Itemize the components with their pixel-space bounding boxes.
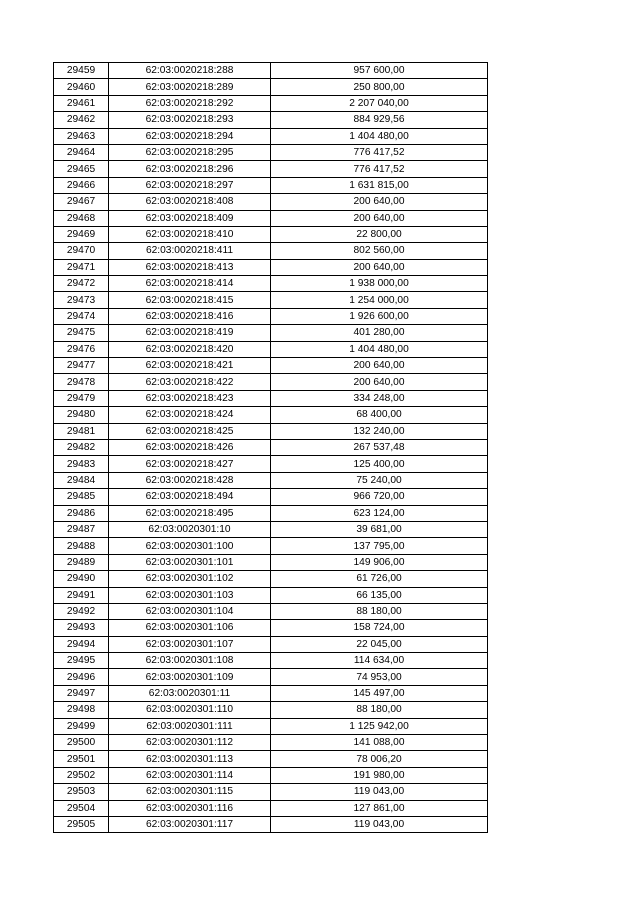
table-row [54,144,488,160]
cadastral-number-cell: 62:03:0020218:408 [109,194,271,210]
cadastral-number-cell: 62:03:0020218:295 [109,144,271,160]
cadastral-number-cell: 62:03:0020301:114 [109,767,271,783]
row-number-cell: 29471 [54,259,109,275]
table-row [54,194,488,210]
cadastral-number-cell: 62:03:0020218:424 [109,407,271,423]
cadastral-number-cell: 62:03:0020218:411 [109,243,271,259]
cadastral-value-cell: 88 180,00 [271,702,488,718]
cadastral-number-cell: 62:03:0020301:11 [109,685,271,701]
row-number-cell: 29470 [54,243,109,259]
cadastral-number-cell: 62:03:0020301:100 [109,538,271,554]
cadastral-number-cell: 62:03:0020218:288 [109,63,271,79]
row-number-cell: 29487 [54,521,109,537]
cadastral-value-cell: 125 400,00 [271,456,488,472]
table-row [54,423,488,439]
cadastral-value-cell: 401 280,00 [271,325,488,341]
table-row [54,276,488,292]
row-number-cell: 29461 [54,95,109,111]
row-number-cell: 29481 [54,423,109,439]
table-row [54,210,488,226]
row-number-cell: 29462 [54,112,109,128]
cadastral-number-cell: 62:03:0020301:103 [109,587,271,603]
cadastral-number-cell: 62:03:0020218:292 [109,95,271,111]
cadastral-number-cell: 62:03:0020301:116 [109,800,271,816]
cadastral-value-cell: 1 404 480,00 [271,341,488,357]
cadastral-number-cell: 62:03:0020218:296 [109,161,271,177]
row-number-cell: 29480 [54,407,109,423]
table-row [54,407,488,423]
cadastral-number-cell: 62:03:0020218:416 [109,308,271,324]
cadastral-number-cell: 62:03:0020218:426 [109,439,271,455]
cadastral-value-cell: 39 681,00 [271,521,488,537]
cadastral-value-cell: 75 240,00 [271,472,488,488]
row-number-cell: 29472 [54,276,109,292]
cadastral-number-cell: 62:03:0020218:428 [109,472,271,488]
table-row [54,489,488,505]
row-number-cell: 29479 [54,390,109,406]
cadastral-number-cell: 62:03:0020301:109 [109,669,271,685]
cadastral-value-cell: 200 640,00 [271,194,488,210]
table-row [54,603,488,619]
cadastral-number-cell: 62:03:0020301:110 [109,702,271,718]
cadastral-number-cell: 62:03:0020218:422 [109,374,271,390]
cadastral-number-cell: 62:03:0020218:294 [109,128,271,144]
cadastral-value-cell: 191 980,00 [271,767,488,783]
cadastral-value-cell: 68 400,00 [271,407,488,423]
row-number-cell: 29486 [54,505,109,521]
cadastral-value-cell: 137 795,00 [271,538,488,554]
row-number-cell: 29489 [54,554,109,570]
cadastral-number-cell: 62:03:0020301:10 [109,521,271,537]
cadastral-number-cell: 62:03:0020218:421 [109,358,271,374]
cadastral-number-cell: 62:03:0020218:410 [109,226,271,242]
table-row [54,63,488,79]
cadastral-value-cell: 22 800,00 [271,226,488,242]
table-row [54,554,488,570]
table-row [54,718,488,734]
cadastral-value-cell: 149 906,00 [271,554,488,570]
cadastral-number-cell: 62:03:0020301:106 [109,620,271,636]
row-number-cell: 29469 [54,226,109,242]
table-row [54,800,488,816]
cadastral-value-cell: 114 634,00 [271,653,488,669]
row-number-cell: 29463 [54,128,109,144]
row-number-cell: 29459 [54,63,109,79]
row-number-cell: 29498 [54,702,109,718]
row-number-cell: 29502 [54,767,109,783]
table-row [54,374,488,390]
cadastral-number-cell: 62:03:0020218:494 [109,489,271,505]
cadastral-value-cell: 267 537,48 [271,439,488,455]
row-number-cell: 29483 [54,456,109,472]
row-number-cell: 29497 [54,685,109,701]
row-number-cell: 29496 [54,669,109,685]
cadastral-number-cell: 62:03:0020301:104 [109,603,271,619]
table-row [54,538,488,554]
table-row [54,669,488,685]
table-row [54,767,488,783]
cadastral-value-cell: 1 938 000,00 [271,276,488,292]
table-row [54,505,488,521]
cadastral-number-cell: 62:03:0020301:117 [109,816,271,832]
cadastral-value-cell: 200 640,00 [271,358,488,374]
row-number-cell: 29478 [54,374,109,390]
row-number-cell: 29495 [54,653,109,669]
row-number-cell: 29492 [54,603,109,619]
table-row [54,439,488,455]
cadastral-value-cell: 1 926 600,00 [271,308,488,324]
row-number-cell: 29493 [54,620,109,636]
table-row [54,243,488,259]
row-number-cell: 29476 [54,341,109,357]
table-row [54,620,488,636]
cadastral-value-cell: 2 207 040,00 [271,95,488,111]
table-row [54,653,488,669]
cadastral-number-cell: 62:03:0020218:415 [109,292,271,308]
table-row [54,816,488,832]
table-body [54,63,488,833]
cadastral-value-cell: 74 953,00 [271,669,488,685]
table-row [54,112,488,128]
table-row [54,308,488,324]
cadastral-number-cell: 62:03:0020218:423 [109,390,271,406]
cadastral-value-cell: 966 720,00 [271,489,488,505]
table-row [54,456,488,472]
cadastral-number-cell: 62:03:0020218:293 [109,112,271,128]
cadastral-value-cell: 1 254 000,00 [271,292,488,308]
row-number-cell: 29466 [54,177,109,193]
table-row [54,685,488,701]
cadastral-value-cell: 884 929,56 [271,112,488,128]
cadastral-value-cell: 141 088,00 [271,735,488,751]
cadastral-number-cell: 62:03:0020301:112 [109,735,271,751]
cadastral-number-cell: 62:03:0020218:419 [109,325,271,341]
table-row [54,636,488,652]
cadastral-value-cell: 88 180,00 [271,603,488,619]
cadastral-value-cell: 132 240,00 [271,423,488,439]
cadastral-value-cell: 78 006,20 [271,751,488,767]
cadastral-number-cell: 62:03:0020218:413 [109,259,271,275]
cadastral-number-cell: 62:03:0020218:427 [109,456,271,472]
cadastral-value-cell: 776 417,52 [271,161,488,177]
row-number-cell: 29490 [54,571,109,587]
row-number-cell: 29460 [54,79,109,95]
cadastral-value-cell: 1 125 942,00 [271,718,488,734]
cadastral-value-cell: 158 724,00 [271,620,488,636]
cadastral-number-cell: 62:03:0020218:495 [109,505,271,521]
cadastral-value-cell: 1 631 815,00 [271,177,488,193]
row-number-cell: 29465 [54,161,109,177]
cadastral-value-cell: 145 497,00 [271,685,488,701]
table-row [54,95,488,111]
table-row [54,79,488,95]
cadastral-value-cell: 1 404 480,00 [271,128,488,144]
cadastral-value-cell: 776 417,52 [271,144,488,160]
cadastral-value-cell: 119 043,00 [271,784,488,800]
cadastral-number-cell: 62:03:0020218:297 [109,177,271,193]
row-number-cell: 29501 [54,751,109,767]
table-row [54,325,488,341]
row-number-cell: 29484 [54,472,109,488]
cadastral-value-cell: 22 045,00 [271,636,488,652]
table-row [54,751,488,767]
row-number-cell: 29485 [54,489,109,505]
cadastral-value-cell: 127 861,00 [271,800,488,816]
table-row [54,259,488,275]
table-row [54,472,488,488]
cadastral-value-cell: 957 600,00 [271,63,488,79]
table-row [54,128,488,144]
cadastral-number-cell: 62:03:0020218:409 [109,210,271,226]
row-number-cell: 29475 [54,325,109,341]
row-number-cell: 29473 [54,292,109,308]
cadastral-number-cell: 62:03:0020301:111 [109,718,271,734]
cadastral-value-cell: 334 248,00 [271,390,488,406]
table-row [54,521,488,537]
row-number-cell: 29500 [54,735,109,751]
cadastral-number-cell: 62:03:0020218:425 [109,423,271,439]
cadastral-value-cell: 200 640,00 [271,374,488,390]
cadastral-value-cell: 200 640,00 [271,259,488,275]
row-number-cell: 29491 [54,587,109,603]
table-row [54,784,488,800]
table-row [54,735,488,751]
cadastral-value-cell: 61 726,00 [271,571,488,587]
cadastral-number-cell: 62:03:0020301:115 [109,784,271,800]
row-number-cell: 29503 [54,784,109,800]
table-row [54,587,488,603]
row-number-cell: 29467 [54,194,109,210]
row-number-cell: 29499 [54,718,109,734]
row-number-cell: 29494 [54,636,109,652]
cadastral-value-cell: 623 124,00 [271,505,488,521]
cadastral-value-cell: 802 560,00 [271,243,488,259]
row-number-cell: 29464 [54,144,109,160]
row-number-cell: 29505 [54,816,109,832]
table-row [54,161,488,177]
row-number-cell: 29468 [54,210,109,226]
cadastral-number-cell: 62:03:0020301:102 [109,571,271,587]
cadastral-number-cell: 62:03:0020218:289 [109,79,271,95]
table-row [54,358,488,374]
cadastral-value-cell: 200 640,00 [271,210,488,226]
table-row [54,292,488,308]
row-number-cell: 29474 [54,308,109,324]
table-row [54,702,488,718]
row-number-cell: 29482 [54,439,109,455]
cadastral-value-cell: 250 800,00 [271,79,488,95]
cadastral-value-cell: 66 135,00 [271,587,488,603]
table-row [54,390,488,406]
table-row [54,571,488,587]
cadastral-value-table [53,62,488,833]
cadastral-number-cell: 62:03:0020301:107 [109,636,271,652]
table-row [54,341,488,357]
cadastral-number-cell: 62:03:0020218:420 [109,341,271,357]
row-number-cell: 29504 [54,800,109,816]
table-row [54,226,488,242]
cadastral-number-cell: 62:03:0020301:101 [109,554,271,570]
cadastral-number-cell: 62:03:0020301:108 [109,653,271,669]
cadastral-number-cell: 62:03:0020301:113 [109,751,271,767]
cadastral-number-cell: 62:03:0020218:414 [109,276,271,292]
cadastral-value-cell: 119 043,00 [271,816,488,832]
table-row [54,177,488,193]
row-number-cell: 29488 [54,538,109,554]
row-number-cell: 29477 [54,358,109,374]
